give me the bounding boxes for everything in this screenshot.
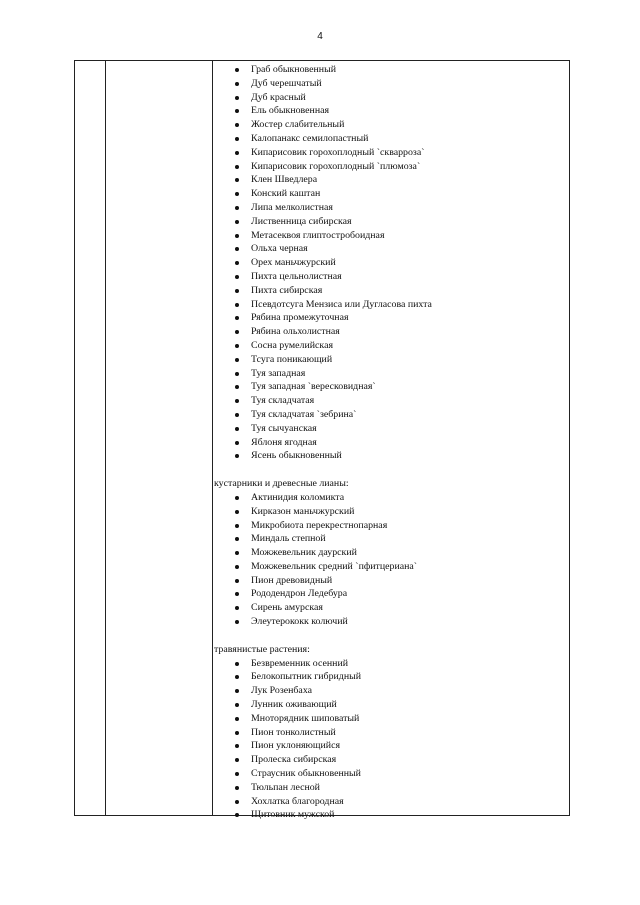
species-item: Туя западная bbox=[214, 367, 565, 381]
species-item: Калопанакс семилопастный bbox=[214, 132, 565, 146]
species-item: Безвременник осенний bbox=[214, 657, 565, 671]
species-item: Дуб черешчатый bbox=[214, 77, 565, 91]
species-item: Конский каштан bbox=[214, 187, 565, 201]
species-item: Элеутерококк колючий bbox=[214, 615, 565, 629]
column-divider bbox=[212, 61, 213, 815]
species-item: Граб обыкновенный bbox=[214, 63, 565, 77]
species-item: Сирень амурская bbox=[214, 601, 565, 615]
species-item: Можжевельник даурский bbox=[214, 546, 565, 560]
species-item: Щитовник мужской bbox=[214, 808, 565, 822]
species-item: Пион уклоняющийся bbox=[214, 739, 565, 753]
species-item: Хохлатка благородная bbox=[214, 795, 565, 809]
species-item: Пион древовидный bbox=[214, 574, 565, 588]
species-item: Туя западная `вересковидная` bbox=[214, 380, 565, 394]
species-item: Пролеска сибирская bbox=[214, 753, 565, 767]
document-table bbox=[74, 60, 570, 821]
species-item: Страусник обыкновенный bbox=[214, 767, 565, 781]
species-item: Можжевельник средний `пфитцериана` bbox=[214, 560, 565, 574]
species-item: Микробиота перекрестнопарная bbox=[214, 519, 565, 533]
species-item: Туя складчатая bbox=[214, 394, 565, 408]
herbs-heading: травянистые растения: bbox=[214, 643, 310, 655]
species-item: Метасеквоя глиптостробоидная bbox=[214, 229, 565, 243]
species-item: Псевдотсуга Мензиса или Дугласова пихта bbox=[214, 298, 565, 312]
species-item: Ясень обыкновенный bbox=[214, 449, 565, 463]
species-item: Дуб красный bbox=[214, 91, 565, 105]
species-item: Ольха черная bbox=[214, 242, 565, 256]
species-item: Тюльпан лесной bbox=[214, 781, 565, 795]
species-item: Рододендрон Ледебура bbox=[214, 587, 565, 601]
species-item: Кипарисовик горохоплодный `плюмоза` bbox=[214, 160, 565, 174]
species-item: Миндаль степной bbox=[214, 532, 565, 546]
species-item: Сосна румелийская bbox=[214, 339, 565, 353]
species-item: Лунник оживающий bbox=[214, 698, 565, 712]
species-item: Белокопытник гибридный bbox=[214, 670, 565, 684]
species-item: Рябина ольхолистная bbox=[214, 325, 565, 339]
herbs-list bbox=[214, 657, 565, 823]
page-number: 4 bbox=[317, 31, 323, 42]
species-item: Актинидия коломикта bbox=[214, 491, 565, 505]
species-item: Туя сычуанская bbox=[214, 422, 565, 436]
species-item: Пихта сибирская bbox=[214, 284, 565, 298]
species-item: Орех маньчжурский bbox=[214, 256, 565, 270]
species-item: Ель обыкновенная bbox=[214, 104, 565, 118]
species-item: Лук Розенбаха bbox=[214, 684, 565, 698]
species-item: Рябина промежуточная bbox=[214, 311, 565, 325]
species-item: Липа мелколистная bbox=[214, 201, 565, 215]
species-item: Кирказон маньчжурский bbox=[214, 505, 565, 519]
species-item: Лиственница сибирская bbox=[214, 215, 565, 229]
species-item: Пион тонколистный bbox=[214, 726, 565, 740]
species-item: Яблоня ягодная bbox=[214, 436, 565, 450]
shrubs-heading: кустарники и древесные лианы: bbox=[214, 477, 349, 489]
species-item: Мноторядник шиповатый bbox=[214, 712, 565, 726]
species-item: Пихта цельнолистная bbox=[214, 270, 565, 284]
species-item: Тсуга поникающий bbox=[214, 353, 565, 367]
shrubs-list bbox=[214, 491, 565, 629]
species-item: Жостер слабительный bbox=[214, 118, 565, 132]
species-item: Туя складчатая `зебрина` bbox=[214, 408, 565, 422]
trees-list bbox=[214, 63, 565, 463]
species-item: Кипарисовик горохоплодный `скварроза` bbox=[214, 146, 565, 160]
species-list-cell bbox=[214, 63, 565, 822]
column-divider bbox=[105, 61, 106, 815]
species-item: Клен Шведлера bbox=[214, 173, 565, 187]
